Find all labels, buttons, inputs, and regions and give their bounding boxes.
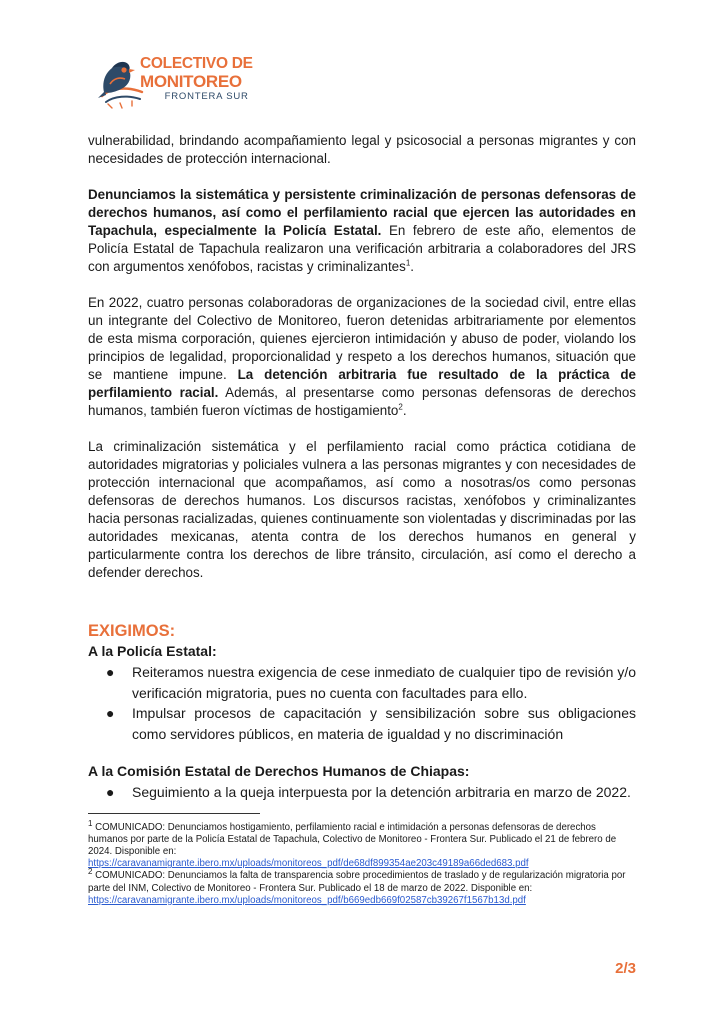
footnote-divider (88, 813, 260, 814)
bullet-icon: ● (106, 784, 115, 800)
logo-subtitle: FRONTERA SUR (164, 90, 249, 102)
logo-title-line1: COLECTIVO DE (140, 55, 253, 72)
footnote-1-link[interactable]: https://caravanamigrante.ibero.mx/uploads/monitoreos_pdf/de68df899354ae203c49189a66ded683.pdf (88, 858, 529, 870)
list-item: ● Seguimiento a la queja interpuesta por la detención arbitraria en marzo de 2022. (132, 782, 636, 803)
document-body (88, 132, 636, 907)
logo-title-line2: MONITOREO (140, 71, 242, 91)
paragraph-vulnerabilidad: vulnerabilidad, brindando acompañamiento legal y psicosocial a personas migrantes y con necesidades de protección internacional. (88, 133, 636, 166)
list-item: ● Reiteramos nuestra exigencia de cese inmediato de cualquier tipo de revisión y/o verificación migratoria, pues no cuenta con facultades para ello. (106, 664, 636, 701)
footnotes (88, 818, 636, 907)
logo-wordmark (140, 56, 253, 101)
paragraph-denuncia: Denunciamos la sistemática y persistente criminalización de personas defensoras de derechos humanos, así como el perfilamiento racial que ejercen las autoridades en Tapachula, especialmente la Policía Estatal. En febrero de este año, elementos de Policía Estatal de Tapachula realizaron una verificación arbitraria a colaboradores del JRS con argumentos xenófobos, racistas y criminalizantes$^1$. (88, 187, 636, 274)
demands-comision-list (88, 782, 636, 803)
demands-policia-list (88, 662, 636, 744)
bullet-icon: ● (106, 705, 115, 721)
footnote-ref-2[interactable]: 2 (398, 402, 403, 412)
demands-heading: EXIGIMOS: (88, 622, 176, 640)
bird-emblem-icon (96, 48, 146, 110)
demands-comision-title: A la Comisión Estatal de Derechos Humanos de Chiapas: (88, 763, 470, 779)
organization-logo (96, 48, 276, 116)
list-item: ● Impulsar procesos de capacitación y sensibilización sobre sus obligaciones como servidores públicos, en materia de igualdad y no discriminación (106, 705, 636, 742)
denuncia-bold-statement: Denunciamos la sistemática y persistente criminalización de personas defensoras de derechos humanos, así como el perfilamiento racial que ejercen las autoridades en Tapachula, especialmente la Policía Estatal. (88, 187, 636, 238)
detention-bold-statement: La detención arbitraria fue resultado de la práctica de perfilamiento racial. (88, 367, 637, 400)
paragraph-criminalizacion: La criminalización sistemática y el perfilamiento racial como práctica cotidiana de autoridades migratorias y policiales vulnera a las personas migrantes y con necesidades de protección internacional que acompañamos, así como a nosotras/os como personas defensoras de derechos humanos. Los discursos racistas, xenófobos y criminalizantes hacia personas racializadas, quienes continuamente son violentadas y discriminadas por las autoridades mexicanas, atenta contra de los derechos humanos en general y particularmente contra los derechos de libre tránsito, circulación, así como el derecho a defender derechos. (88, 439, 636, 580)
footnote-2-link[interactable]: https://caravanamigrante.ibero.mx/uploads/monitoreos_pdf/b669edb669f02587cb39267f1567b13d.pdf (88, 894, 526, 906)
footnote-1: $^1$ COMUNICADO: Denunciamos hostigamiento, perfilamiento racial e intimidación a personas defensoras de derechos humanos por parte de la Policía Estatal de Tapachula, Colectivo de Monitoreo - Frontera Sur. Publicado el 21 de febrero de 2024. Disponible en: https://caravanamigrante.ibero.mx/uploads/monitoreos_pdf/de68df899354ae203c49189a66ded683.pdf (88, 818, 617, 870)
footnote-ref-1[interactable]: 1 (405, 258, 411, 268)
bullet-icon: ● (106, 664, 115, 680)
demands-policia-title: A la Policía Estatal: (88, 643, 217, 659)
footnote-2: $^2$ COMUNICADO: Denunciamos la falta de transparencia sobre procedimientos de traslado y de regularización migratoria por parte del INM, Colectivo de Monitoreo - Frontera Sur. Publicado el 18 de marzo de 2022. Disponible en: https://caravanamigrante.ibero.mx/uploads/monitoreos_pdf/b669edb669f02587cb39267f1567b13d.pdf (88, 867, 626, 906)
page-number: 2/3 (615, 960, 636, 977)
paragraph-2022-detention: En 2022, cuatro personas colaboradoras de organizaciones de la sociedad civil, entre ellas un integrante del Colectivo de Monitoreo, fueron detenidas arbitrariamente por elementos de esta misma corporación, quienes ejercieron intimidación y abuso de poder, violando los principios de legalidad, proporcionalidad y respeto a los derechos humanos, situación que se mantiene impune. La detención arbitraria fue resultado de la práctica de perfilamiento racial. Además, al presentarse como personas defensoras de derechos humanos, también fueron víctimas de hostigamiento$^2$. (88, 295, 637, 418)
